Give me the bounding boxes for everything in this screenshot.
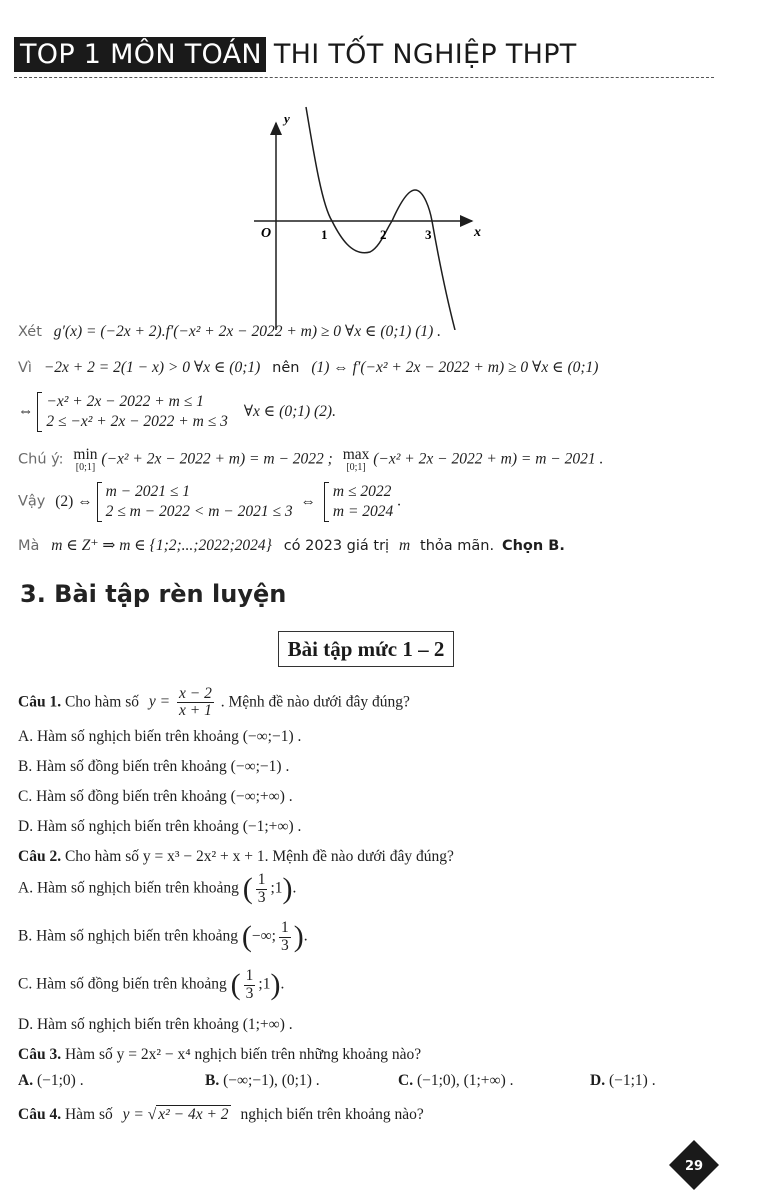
exercise-level-box: Bài tập mức 1 – 2: [278, 631, 454, 667]
header-title: THI TỐT NGHIỆP THPT: [273, 38, 577, 70]
fraction: $\frac{x - 2}{x + 1}$: [178, 685, 212, 720]
question-3: Câu 3. Hàm số y = 2x² − x⁴ nghịch biến trên những khoảng nào?: [18, 1046, 422, 1063]
solution-line-6: Mà m ∈ Z⁺ ⇒ m ∈ {1;2;...;2022;2024} có 2023 giá trị m thỏa mãn. Chọn B.: [18, 537, 565, 554]
x-axis-label: x: [474, 225, 481, 240]
section-title: 3. Bài tập rèn luyện: [20, 580, 287, 608]
origin-label: O: [261, 226, 272, 241]
solution-line-5: Vậy (2) ⇔ m − 2021 ≤ 1 2 ≤ m − 2022 < m − 2021 ≤ 3 ⇔ m ≤ 2022 m = 2024 .: [18, 483, 402, 520]
page-number: 29: [684, 1159, 704, 1174]
cubic-graph: [240, 105, 510, 330]
solution-line-3: ⇔ −x² + 2x − 2022 + m ≤ 1 2 ≤ −x² + 2x − 2022 + m ≤ 3 ∀x ∈ (0;1) (2).: [18, 393, 336, 430]
question-2: Câu 2. Cho hàm số y = x³ − 2x² + x + 1. Mệnh đề nào dưới đây đúng?: [18, 848, 454, 865]
y-axis-label: y: [284, 111, 290, 126]
function-curve: [306, 107, 455, 330]
solution-line-2: Vì −2x + 2 = 2(1 − x) > 0 ∀x ∈ (0;1) nên (1) ⇔ f′(−x² + 2x − 2022 + m) ≥ 0 ∀x ∈ (0;1): [18, 359, 599, 376]
q3-option-a: A. (−1;0) .: [18, 1072, 84, 1089]
q3-option-c: C. (−1;0), (1;+∞) .: [398, 1072, 514, 1089]
solution-line-4: Chú ý: min [0;1] (−x² + 2x − 2022 + m) = m − 2022 ; max [0;1] (−x² + 2x − 2022 + m) = m − 2021 .: [18, 446, 604, 473]
q1-option-b: B. Hàm số đồng biến trên khoảng (−∞;−1) .: [18, 758, 290, 775]
condition-system: −x² + 2x − 2022 + m ≤ 1 2 ≤ −x² + 2x − 2022 + m ≤ 3: [37, 392, 227, 432]
q2-option-a: A. Hàm số nghịch biến trên khoảng ( $\frac{1}{3}$ ;1).: [18, 871, 297, 906]
tick-label-1: 1: [321, 227, 328, 242]
sqrt-symbol: √: [147, 1106, 157, 1123]
q1-option-a: A. Hàm số nghịch biến trên khoảng (−∞;−1) .: [18, 728, 302, 745]
question-1: Câu 1. Cho hàm số y = $\frac{x - 2}{x + 1}$ . Mệnh đề nào dưới đây đúng?: [18, 685, 410, 720]
answer-choice: Chọn B.: [501, 538, 565, 554]
page-header: [14, 34, 577, 74]
q1-option-d: D. Hàm số nghịch biến trên khoảng (−1;+∞) .: [18, 818, 302, 835]
header-highlight: TOP 1 MÔN TOÁN: [14, 37, 266, 72]
q2-option-c: C. Hàm số đồng biến trên khoảng ( $\frac{1}{3}$ ;1).: [18, 967, 285, 1002]
tick-label-3: 3: [425, 227, 432, 242]
q2-option-b: B. Hàm số nghịch biến trên khoảng (−∞; $\frac{1}{3}$ ).: [18, 919, 308, 954]
q1-option-c: C. Hàm số đồng biến trên khoảng (−∞;+∞) .: [18, 788, 293, 805]
question-4: Câu 4. Hàm số y = √ x² − 4x + 2 nghịch biến trên khoảng nào?: [18, 1106, 424, 1123]
q2-option-d: D. Hàm số nghịch biến trên khoảng (1;+∞) .: [18, 1016, 293, 1033]
tick-label-2: 2: [380, 227, 387, 242]
q3-option-b: B. (−∞;−1), (0;1) .: [205, 1072, 320, 1089]
page-number-badge: [669, 1140, 719, 1190]
solution-line-1: Xét g′(x) = (−2x + 2).f′(−x² + 2x − 2022 + m) ≥ 0 ∀x ∈ (0;1) (1) .: [18, 323, 442, 340]
q3-option-d: D. (−1;1) .: [590, 1072, 656, 1089]
header-divider: [14, 77, 714, 78]
